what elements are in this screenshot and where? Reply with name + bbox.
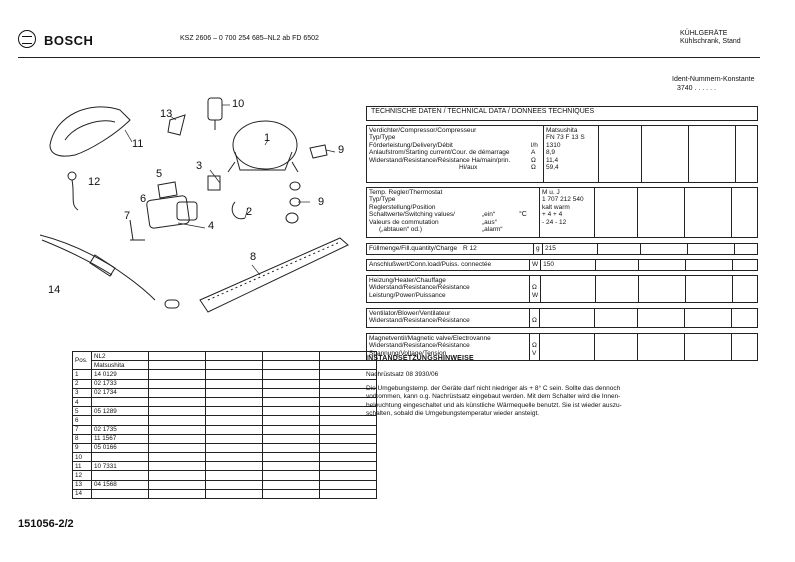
pos-cell: 11 — [73, 462, 92, 471]
pos-cell: 10 — [73, 453, 92, 462]
label-9a: 9 — [338, 144, 345, 156]
parts-table — [72, 351, 377, 499]
rail-part — [200, 238, 348, 312]
part-number-cell — [92, 397, 149, 406]
label-14: 14 — [48, 284, 61, 296]
document-number: 151056-2/2 — [18, 518, 74, 530]
pos-cell: 8 — [73, 434, 92, 443]
pos-cell: 5 — [73, 407, 92, 416]
ident-label: Ident-Nummern-Konstante — [672, 76, 755, 83]
pos-cell: 4 — [73, 397, 92, 406]
overload-part — [232, 202, 245, 219]
label-6: 6 — [140, 193, 147, 205]
table-row — [73, 370, 377, 379]
header-divider — [18, 57, 760, 58]
category-sub: Kühlschrank, Stand — [680, 38, 741, 45]
part-number-cell — [92, 416, 149, 425]
part-number-cell: 02 1734 — [92, 388, 149, 397]
table-row — [73, 425, 377, 434]
pos-cell: 7 — [73, 425, 92, 434]
pos-cell: 6 — [73, 416, 92, 425]
instructions-text: Die Umgebungstemp. der Geräte darf nicht niedriger als + 8° C sein. Sollte das dennoch vorkommen, kann o.g. Nachrüstsatz eingebaut werden. Mit dem Schalter wird die Innen- beleuchtung eingeschaltet und als künstliche Wärmequelle benutzt. Sie ist wieder auszu- schalten, sobald die Umgebungstemperatur wieder ansteigt. — [366, 385, 622, 417]
part-number-cell: 14 0129 — [92, 370, 149, 379]
instructions-title: INSTANDSETZUNGSHINWEISE — [366, 355, 474, 362]
label-7: 7 — [124, 210, 131, 222]
table-row — [73, 453, 377, 462]
label-4: 4 — [208, 220, 215, 232]
label-8: 8 — [250, 251, 257, 263]
part-number-cell: 11 1567 — [92, 434, 149, 443]
part-number-cell: 05 0166 — [92, 443, 149, 452]
bulb-part — [68, 172, 76, 180]
pos-cell: 3 — [73, 388, 92, 397]
part-number-cell: 05 1289 — [92, 407, 149, 416]
load-section: Anschlußwert/Conn.load/Puiss. connectée W 150 — [366, 259, 758, 271]
table-row — [73, 471, 377, 480]
model-line: KSZ 2606 – 0 700 254 685–NL2 ab FD 6502 — [180, 35, 319, 42]
label-10: 10 — [232, 98, 245, 110]
charge-section: Füllmenge/Fill.quantity/Charge R 12 g 215 — [366, 243, 758, 255]
ident-value: 3740 . . . . . . — [677, 85, 716, 92]
technical-data — [366, 106, 758, 361]
table-row — [73, 462, 377, 471]
label-9b: 9 — [318, 196, 325, 208]
label-5: 5 — [156, 168, 163, 180]
relay-part — [208, 176, 220, 190]
table-row — [73, 407, 377, 416]
technical-data-title: TECHNISCHE DATEN / TECHNICAL DATA / DONNEES TECHNIQUES — [366, 106, 758, 121]
pos-cell: 2 — [73, 379, 92, 388]
part-number-cell: 10 7331 — [92, 462, 149, 471]
pos-cell: 12 — [73, 471, 92, 480]
part-number-cell — [92, 471, 149, 480]
pos-cell: 1 — [73, 370, 92, 379]
bracket-part — [158, 182, 177, 198]
table-row — [73, 397, 377, 406]
label-13: 13 — [160, 108, 173, 120]
compressor-section: Verdichter/Compressor/Compresseur Typ/Type Förderleistung/Delivery/Débit Anlaufstrom/Starting current/Cour. de démarrage Widerstand/Resistance/Résistance Ha/main/prin. Hi/aux l/h A Ω Ω Matsushita FN 73 F 13 S 1310 8,9 11,4 59,4 — [366, 125, 758, 183]
label-12: 12 — [88, 176, 101, 188]
capacitor-part — [208, 98, 222, 120]
part-number-cell: 02 1735 — [92, 425, 149, 434]
table-row — [73, 489, 377, 498]
label-11: 11 — [132, 138, 144, 150]
connector-part — [310, 145, 327, 158]
part-number-cell: 04 1568 — [92, 480, 149, 489]
col-header: NL2 — [92, 352, 149, 361]
category: KÜHLGERÄTE — [680, 30, 728, 37]
wire-clip-part — [130, 220, 145, 240]
table-row — [73, 388, 377, 397]
part-number-cell: 02 1733 — [92, 379, 149, 388]
brand-name: BOSCH — [44, 33, 94, 48]
label-1: 1 — [264, 132, 271, 144]
pos-cell: 9 — [73, 443, 92, 452]
blower-section: Ventilator/Blower/Ventilateur Widerstand/Resistance/Résistance Ω — [366, 308, 758, 328]
heater-section: Heizung/Heater/Chauffage Widerstand/Resistance/Résistance Leistung/Power/Puissance Ω W — [366, 275, 758, 303]
instructions-ref: Nachrüstsatz 08 3930/06 — [366, 371, 439, 378]
parts-diagram — [30, 90, 360, 330]
thermostat-section: Temp. Regler/Thermostat Typ/Type Reglerstellung/Position Schaltwerte/Switching values/ „ein“ °C Valeurs de commutation „aus“ („abtauen“ od.) „alarm“ M u. J 1 707 212 540 kalt warm + 4 + 4 - 24 - 12 — [366, 187, 758, 238]
table-row — [73, 480, 377, 489]
table-row — [73, 434, 377, 443]
lamp-housing-part — [50, 107, 130, 156]
part-number-cell — [92, 489, 149, 498]
parts-rows — [73, 370, 377, 499]
part-number-cell — [92, 453, 149, 462]
label-2: 2 — [246, 206, 253, 218]
col-sub: Matsushita — [92, 361, 149, 370]
pos-header: Pos. — [73, 352, 92, 370]
pos-cell: 13 — [73, 480, 92, 489]
table-row — [73, 379, 377, 388]
bosch-logo-icon — [18, 30, 36, 48]
table-row — [73, 416, 377, 425]
valve-section: Magnetventil/Magnetic valve/Electrovanne Widerstand/Resistance/Résistance Spannung/Voltage/Tension Ω V — [366, 333, 758, 361]
label-3: 3 — [196, 160, 203, 172]
table-row — [73, 443, 377, 452]
pos-cell: 14 — [73, 489, 92, 498]
